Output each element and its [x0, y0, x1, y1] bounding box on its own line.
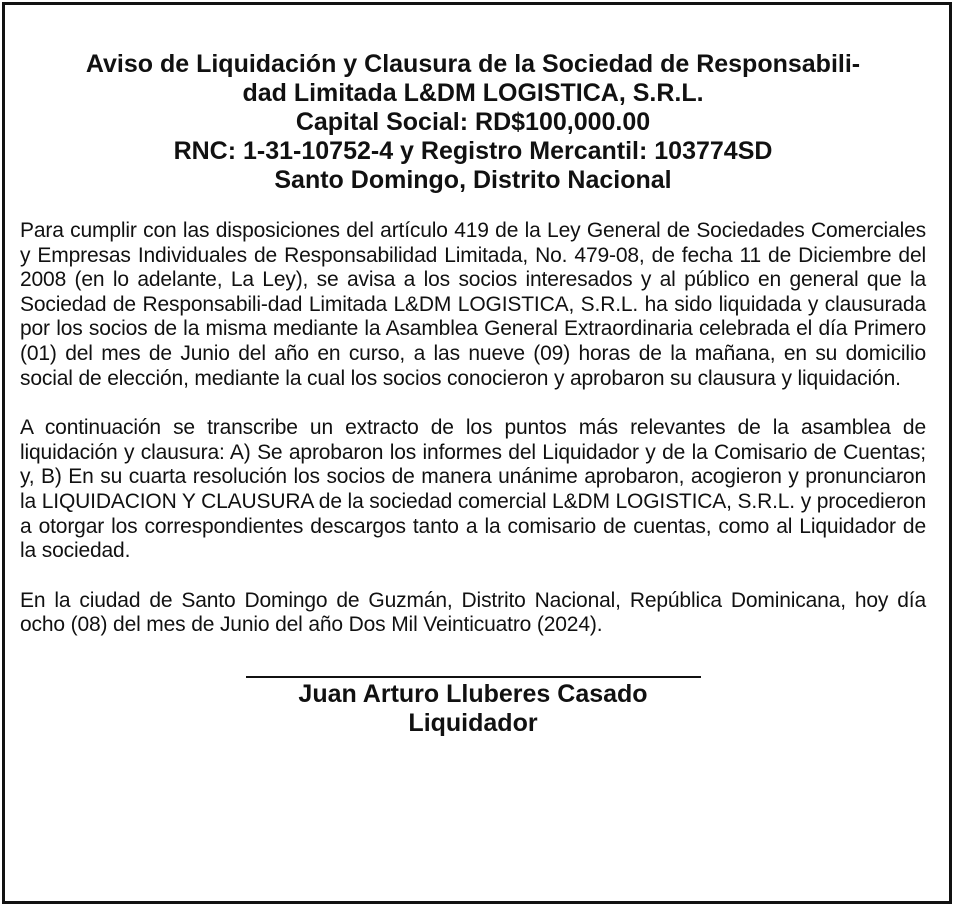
title-line-1: Aviso de Liquidación y Clausura de la Sociedad de Responsabili- [85, 50, 861, 78]
title-line-2: dad Limitada L&DM LOGISTICA, S.R.L. [242, 79, 704, 107]
location-line: Santo Domingo, Distrito Nacional [274, 166, 672, 194]
signature-line [246, 676, 701, 678]
notice-content [20, 50, 926, 738]
paragraph-fecha-lugar: En la ciudad de Santo Domingo de Guzmán, Distrito Nacional, República Dominicana, hoy día ocho (08) del mes de Junio del año Dos Mil Veinticuatro (2024). [20, 588, 926, 637]
signatory-name: Juan Arturo Lluberes Casado [298, 679, 648, 708]
paragraph-extracto: A continuación se transcribe un extracto de los puntos más relevantes de la asamblea de liquidación y clausura: A) Se aprobaron los informes del Liquidador y de la Comisario de Cuentas; y, B) En su cuarta resolución los socios de manera unánime aprobaron, acogieron y pronunciaron la LIQUIDACION Y CLAUSURA de la sociedad comercial L&DM LOGISTICA, S.R.L. y procedieron a otorgar los correspondientes descargos tanto a la comisario de cuentas, como al Liquidador de la sociedad. [20, 416, 926, 563]
rnc-registro-line: RNC: 1-31-10752-4 y Registro Mercantil: 103774SD [173, 137, 773, 165]
notice-title-block [20, 50, 926, 195]
capital-social-line: Capital Social: RD$100,000.00 [295, 108, 651, 136]
signatory-role: Liquidador [408, 708, 538, 737]
paragraph-disposiciones: Para cumplir con las disposiciones del artículo 419 de la Ley General de Sociedades Comerciales y Empresas Individuales de Responsabilidad Limitada, No. 479-08, de fecha 11 de Diciembre del 2008 (en lo adelante, La Ley), se avisa a los socios interesados y al público en general que la Sociedad de Responsabili-dad Limitada L&DM LOGISTICA, S.R.L. ha sido liquidada y clausurada por los socios de la misma mediante la Asamblea General Extraordinaria celebrada el día Primero (01) del mes de Junio del año en curso, a las nueve (09) horas de la mañana, en su domicilio social de elección, mediante la cual los socios conocieron y aprobaron su clausura y liquidación. [20, 219, 926, 390]
